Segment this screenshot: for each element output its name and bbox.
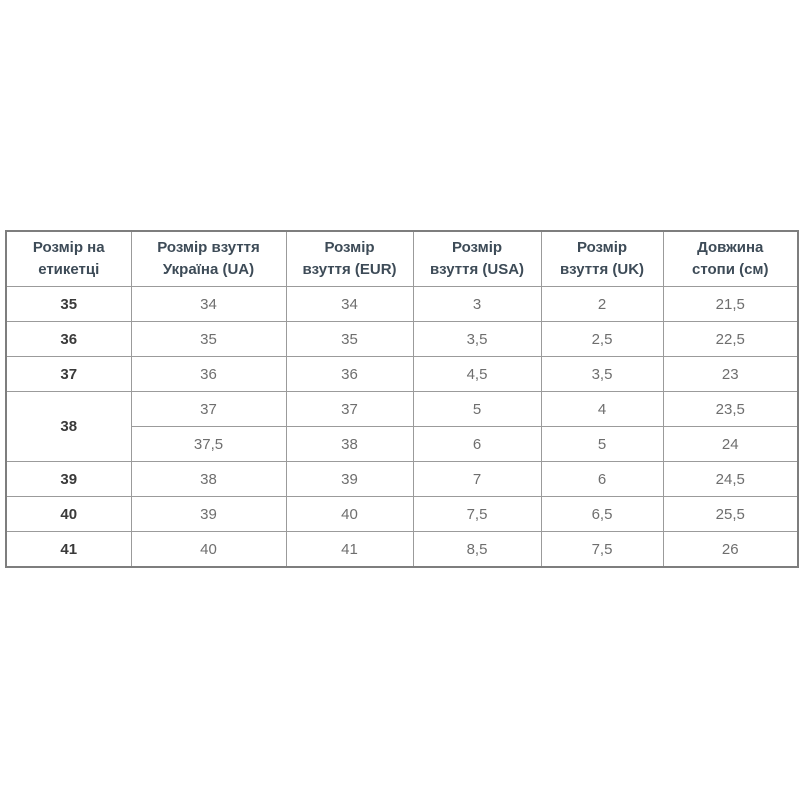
value-cell: 38: [286, 427, 413, 462]
table-body: [6, 287, 798, 568]
size-label-cell: 38: [6, 392, 131, 462]
size-label-cell: 39: [6, 462, 131, 497]
value-cell: 26: [663, 532, 798, 568]
value-cell: 37: [286, 392, 413, 427]
value-cell: 7,5: [541, 532, 663, 568]
value-cell: 41: [286, 532, 413, 568]
value-cell: 2,5: [541, 322, 663, 357]
value-cell: 2: [541, 287, 663, 322]
value-cell: 37,5: [131, 427, 286, 462]
value-cell: 6: [541, 462, 663, 497]
value-cell: 25,5: [663, 497, 798, 532]
value-cell: 22,5: [663, 322, 798, 357]
value-cell: 34: [286, 287, 413, 322]
table-row: [6, 497, 798, 532]
value-cell: 24,5: [663, 462, 798, 497]
value-cell: 6: [413, 427, 541, 462]
value-cell: 5: [541, 427, 663, 462]
value-cell: 4,5: [413, 357, 541, 392]
header-row: [6, 231, 798, 287]
value-cell: 36: [286, 357, 413, 392]
size-label-cell: 40: [6, 497, 131, 532]
value-cell: 36: [131, 357, 286, 392]
value-cell: 23,5: [663, 392, 798, 427]
value-cell: 37: [131, 392, 286, 427]
header-cell-1: Розмір взуття Україна (UA): [131, 231, 286, 287]
value-cell: 40: [286, 497, 413, 532]
table-row: [6, 322, 798, 357]
value-cell: 8,5: [413, 532, 541, 568]
value-cell: 21,5: [663, 287, 798, 322]
size-label-cell: 36: [6, 322, 131, 357]
value-cell: 24: [663, 427, 798, 462]
size-label-cell: 41: [6, 532, 131, 568]
value-cell: 3: [413, 287, 541, 322]
header-cell-5: Довжина стопи (см): [663, 231, 798, 287]
value-cell: 39: [131, 497, 286, 532]
table-row: [6, 532, 798, 568]
value-cell: 38: [131, 462, 286, 497]
header-cell-2: Розмір взуття (EUR): [286, 231, 413, 287]
header-cell-0: Розмір на етикетці: [6, 231, 131, 287]
value-cell: 5: [413, 392, 541, 427]
value-cell: 6,5: [541, 497, 663, 532]
table-row: [6, 357, 798, 392]
value-cell: 23: [663, 357, 798, 392]
value-cell: 39: [286, 462, 413, 497]
value-cell: 3,5: [413, 322, 541, 357]
table-row: [6, 287, 798, 322]
value-cell: 35: [131, 322, 286, 357]
table-row: [6, 392, 798, 427]
table-head: [6, 231, 798, 287]
value-cell: 3,5: [541, 357, 663, 392]
value-cell: 35: [286, 322, 413, 357]
value-cell: 7: [413, 462, 541, 497]
value-cell: 7,5: [413, 497, 541, 532]
header-cell-4: Розмір взуття (UK): [541, 231, 663, 287]
header-cell-3: Розмір взуття (USA): [413, 231, 541, 287]
value-cell: 4: [541, 392, 663, 427]
value-cell: 40: [131, 532, 286, 568]
size-conversion-table: [5, 230, 799, 568]
size-label-cell: 37: [6, 357, 131, 392]
size-label-cell: 35: [6, 287, 131, 322]
table-row: [6, 462, 798, 497]
value-cell: 34: [131, 287, 286, 322]
